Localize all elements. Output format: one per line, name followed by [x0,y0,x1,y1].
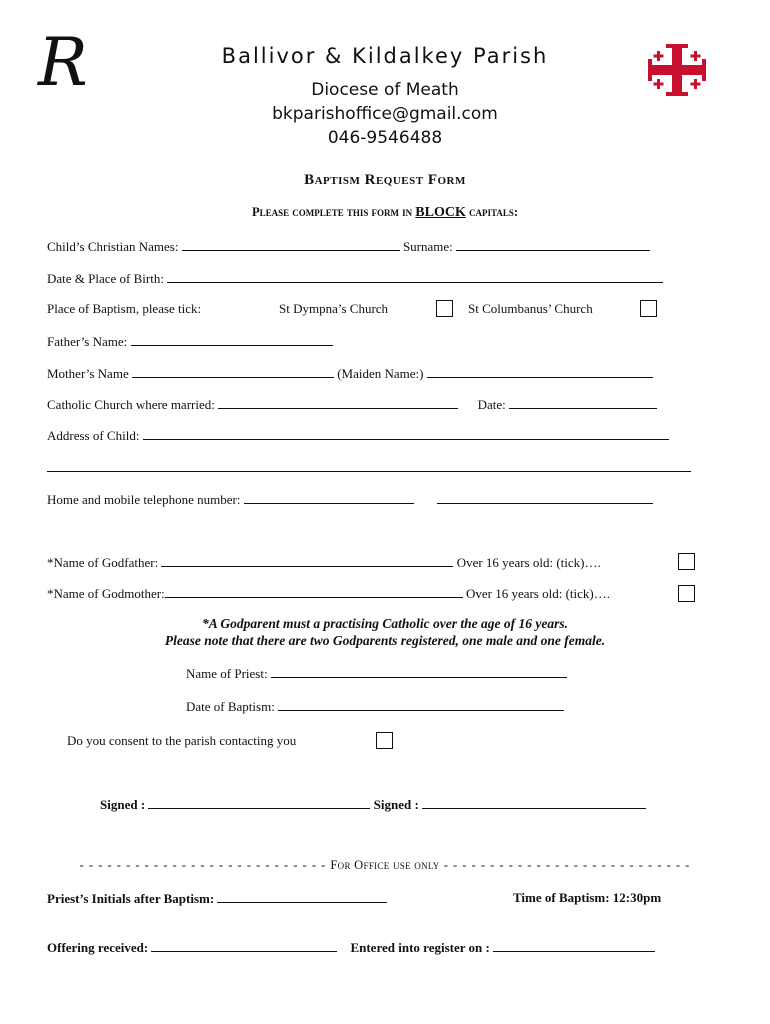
godmother-field[interactable] [165,585,463,598]
priest-field[interactable] [271,665,567,678]
church-1-checkbox[interactable] [436,300,453,317]
instruction-block: BLOCK [415,205,466,220]
church-married-field[interactable] [218,396,458,409]
mother-label: Mother’s Name [47,366,129,381]
mother-field[interactable] [132,365,334,378]
church-married-row [47,396,657,413]
child-names-field[interactable] [182,238,400,251]
dob-row [47,270,663,287]
date-of-baptism-row [186,698,564,715]
church-2-checkbox[interactable] [640,300,657,317]
office-use-label: For Office use only [330,858,440,872]
child-names-row [47,238,650,255]
signed-label-1: Signed : [100,797,146,812]
church-married-label: Catholic Church where married: [47,397,215,412]
register-label: Entered into register on : [350,940,490,955]
office-dashes-right: - - - - - - - - - - - - - - - - - - - - - - - - - - - [443,858,691,872]
father-field[interactable] [131,333,333,346]
maiden-label: (Maiden Name:) [337,366,424,381]
office-use-divider [60,858,710,873]
parish-phone: 046-9546488 [327,128,443,148]
priest-initials-field[interactable] [217,890,387,903]
child-names-label: Child’s Christian Names: [47,239,179,254]
address-label: Address of Child: [47,428,140,443]
consent-label: Do you consent to the parish contacting you [67,733,297,748]
diocese-name: Diocese of Meath [311,80,459,100]
godfather-label: *Name of Godfather: [47,555,159,570]
surname-field[interactable] [456,238,650,251]
priest-initials-row [47,890,387,907]
godparent-note-1: *A Godparent must a practising Catholic over the age of 16 years. [201,616,568,631]
dob-label: Date & Place of Birth: [47,271,164,286]
signature-field-2[interactable] [422,796,646,809]
date-married-label: Date: [477,397,506,412]
mobile-phone-field[interactable] [437,491,653,504]
maiden-field[interactable] [427,365,653,378]
jerusalem-cross-icon [646,42,708,98]
signature-field-1[interactable] [148,796,370,809]
surname-label: Surname: [402,239,453,254]
signed-label-2: Signed : [373,797,419,812]
form-title: Baptism Request Form [304,172,466,188]
father-row [47,333,333,350]
time-of-baptism: Time of Baptism: 12:30pm [513,890,662,905]
church-2-label: St Columbanus’ Church [468,301,593,316]
register-date-field[interactable] [493,939,655,952]
date-of-baptism-field[interactable] [278,698,564,711]
consent-checkbox[interactable] [376,732,393,749]
priest-initials-label: Priest’s Initials after Baptism: [47,891,215,906]
church-1-label: St Dympna’s Church [279,301,389,316]
home-phone-field[interactable] [244,491,414,504]
address-field-1[interactable] [143,427,669,440]
godmother-label: *Name of Godmother: [47,586,165,601]
godfather-over16-label: Over 16 years old: (tick)…. [456,555,601,570]
form-instruction [0,205,770,221]
godmother-row [47,585,610,602]
priest-label: Name of Priest: [186,666,268,681]
telephone-label: Home and mobile telephone number: [47,492,241,507]
date-of-baptism-label: Date of Baptism: [186,699,275,714]
office-dashes-left: - - - - - - - - - - - - - - - - - - - - - - - - - - - [79,858,327,872]
godfather-field[interactable] [161,554,453,567]
place-of-baptism-label: Place of Baptism, please tick: [47,301,202,316]
godparent-note-2: Please note that there are two Godparents registered, one male and one female. [164,633,606,648]
address-row [47,427,669,444]
godfather-over16-checkbox[interactable] [678,553,695,570]
telephone-row [47,491,653,508]
priest-row [186,665,567,682]
godmother-over16-label: Over 16 years old: (tick)…. [465,586,610,601]
mother-row [47,365,653,382]
instruction-post: capitals: [465,205,518,219]
date-married-field[interactable] [509,396,657,409]
offering-label: Offering received: [47,940,149,955]
parish-name: Ballivor & Kildalkey Parish [221,44,549,68]
godmother-over16-checkbox[interactable] [678,585,695,602]
address-field-2[interactable] [47,471,691,472]
dob-field[interactable] [167,270,663,283]
parish-email[interactable]: bkparishoffice@gmail.com [272,104,498,124]
offering-field[interactable] [151,939,337,952]
father-label: Father’s Name: [47,334,128,349]
offering-row [47,939,655,956]
parish-logo: R [38,24,88,101]
instruction-pre: Please complete this form in [251,205,416,219]
signed-row [100,796,646,813]
godfather-row [47,554,601,571]
